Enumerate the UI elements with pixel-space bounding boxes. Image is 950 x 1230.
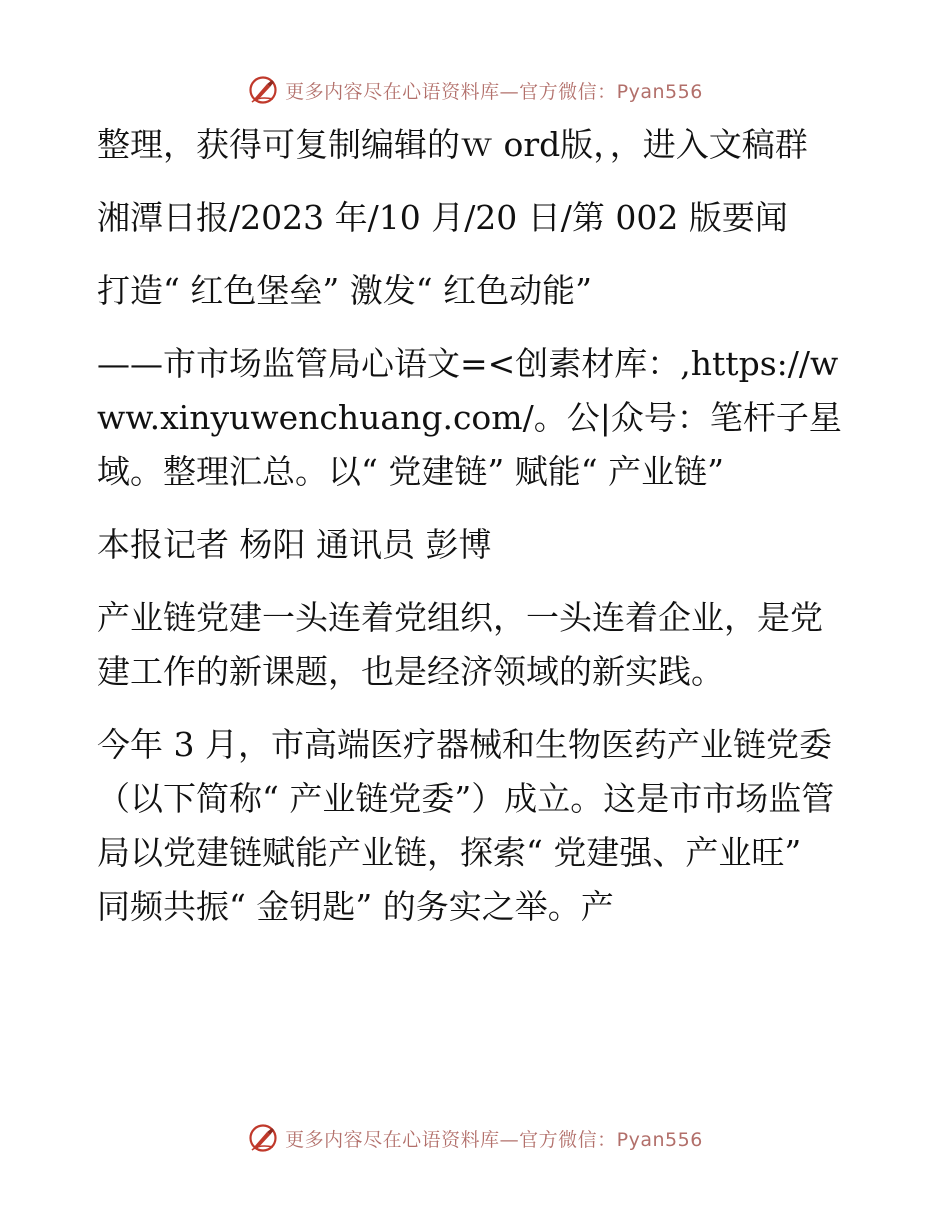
footer-banner-text: 更多内容尽在心语资料库—官方微信：Pyan556 <box>285 1128 703 1151</box>
article-title: 打造“ 红色堡垒” 激发“ 红色动能” <box>97 271 592 310</box>
header-banner-text: 更多内容尽在心语资料库—官方微信：Pyan556 <box>285 80 703 103</box>
article-subtitle: ——市市场监管局心语文=<创素材库：,https://www.xinyuwenchuang.com/。公|众号：笔杆子星域。整理汇总。以“ 党建链” 赋能“ 产业链” <box>97 344 842 491</box>
paragraph-intro: 整理，获得可复制编辑的ｗ ord版，，进入文稿群 <box>97 125 808 164</box>
document-body <box>97 118 842 934</box>
pen-logo-icon <box>247 74 279 106</box>
paragraph-source-line: 湘潭日报/2023 年/10 月/20 日/第 002 版要闻 <box>97 198 788 237</box>
footer-banner <box>0 1120 950 1156</box>
byline: 本报记者 杨阳 通讯员 彭博 <box>97 525 492 564</box>
paragraph-body-1: 产业链党建一头连着党组织，一头连着企业，是党建工作的新课题，也是经济领域的新实践。 <box>97 598 823 691</box>
header-banner <box>0 72 950 108</box>
pen-logo-icon <box>247 1122 279 1154</box>
paragraph-body-2: 今年 3 月，市高端医疗器械和生物医药产业链党委（以下简称“ 产业链党委”）成立。这是市市场监管局以党建链赋能产业链，探索“ 党建强、产业旺” 同频共振“ 金钥匙” 的务实之举。产 <box>97 725 835 926</box>
